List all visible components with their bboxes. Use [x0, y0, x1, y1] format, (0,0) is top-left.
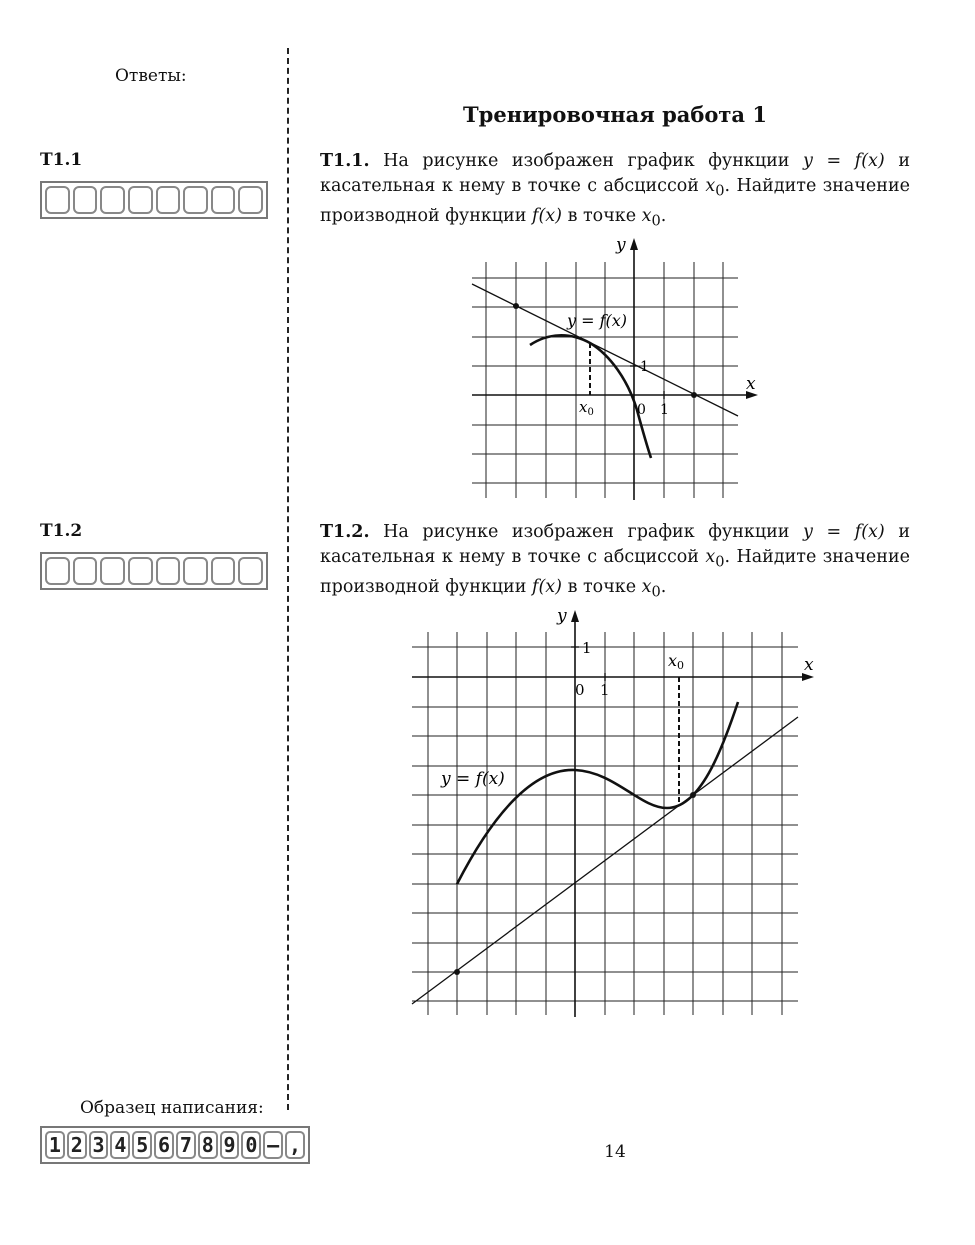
origin-label: 0 [575, 681, 585, 699]
answer-cell[interactable] [183, 186, 208, 214]
answer-field-t1-1[interactable] [40, 181, 268, 219]
answer-cell[interactable] [156, 186, 181, 214]
x0-label: x0 [668, 651, 685, 672]
problem-text: . [660, 576, 667, 597]
sample-digit: 1 [45, 1131, 65, 1159]
page-title: Тренировочная работа 1 [463, 102, 767, 127]
answer-field-t1-2[interactable] [40, 552, 268, 590]
sample-digit: 3 [89, 1131, 109, 1159]
sample-digit: 5 [132, 1131, 152, 1159]
answer-cell[interactable] [128, 557, 153, 585]
sample-dash: – [263, 1131, 283, 1159]
problem-text: в точке [567, 205, 637, 226]
problem-text: и касательная к нему в точке с абсциссой [320, 151, 910, 196]
problem-text: . Найдите значение производной функции [320, 547, 910, 597]
problem-fx: f(x) [531, 205, 562, 226]
problem-function: y = f(x) [803, 522, 885, 542]
x-axis-label: x [804, 655, 814, 675]
problem-text: На рисунке изображен график функции [383, 522, 790, 542]
problem-text: . Найдите значение производной функции [320, 176, 910, 226]
tangent-point [513, 303, 519, 309]
tangent-point [690, 792, 696, 798]
sample-digit: 4 [110, 1131, 130, 1159]
answer-cell[interactable] [100, 186, 125, 214]
axes [412, 610, 814, 1017]
answer-cell[interactable] [211, 557, 236, 585]
one-y-label: 1 [582, 639, 592, 657]
tangent-point [454, 969, 460, 975]
problem-text: . [660, 205, 667, 226]
problem-function: y = f(x) [803, 151, 885, 171]
y-axis-label: y [616, 235, 626, 255]
function-curve [457, 702, 738, 884]
graph-t1-2 [405, 600, 825, 1020]
x0-subscript: 0 [715, 182, 725, 200]
answer-label-t1-1: Т1.1 [40, 150, 83, 170]
sample-digit: 9 [220, 1131, 240, 1159]
x-axis-label: x [746, 374, 756, 394]
sample-comma: , [285, 1131, 305, 1159]
one-x-label: 1 [600, 681, 610, 699]
sample-writing-box [40, 1126, 310, 1164]
x0-subscript: 0 [651, 583, 661, 600]
answer-cell[interactable] [100, 557, 125, 585]
sample-digit: 2 [67, 1131, 87, 1159]
x0-subscript: 0 [651, 212, 661, 229]
function-label: y = f(x) [441, 769, 505, 789]
problem-fx: f(x) [531, 576, 562, 597]
problem-number: Т1.1. [320, 151, 370, 171]
problem-text: в точке [567, 576, 637, 597]
x0-symbol: x [641, 576, 652, 597]
answer-cell[interactable] [238, 557, 263, 585]
answer-cell[interactable] [156, 557, 181, 585]
problem-t1-1 [320, 149, 910, 233]
x0-symbol: x [705, 547, 716, 567]
answer-cell[interactable] [128, 186, 153, 214]
answer-cell[interactable] [73, 186, 98, 214]
function-label: y = f(x) [567, 311, 628, 330]
one-x-label: 1 [660, 402, 669, 418]
answer-cell[interactable] [183, 557, 208, 585]
answer-cell[interactable] [238, 186, 263, 214]
problem-text: и касательная к нему в точке с абсциссой [320, 522, 910, 567]
answers-label: Ответы: [115, 66, 187, 86]
problem-text: На рисунке изображен график функции [383, 151, 790, 171]
axes [472, 238, 758, 500]
origin-label: 0 [637, 402, 646, 418]
answer-cell[interactable] [45, 557, 70, 585]
sample-digit: 0 [241, 1131, 261, 1159]
problem-number: Т1.2. [320, 522, 370, 542]
one-y-label: 1 [640, 359, 649, 375]
sample-digit: 8 [198, 1131, 218, 1159]
graph-t1-1 [468, 232, 760, 500]
answer-cell[interactable] [211, 186, 236, 214]
page-number: 14 [604, 1142, 626, 1162]
answer-cell[interactable] [45, 186, 70, 214]
grid [472, 262, 738, 498]
problem-t1-2 [320, 520, 910, 604]
sample-digit: 6 [154, 1131, 174, 1159]
x0-subscript: 0 [715, 553, 725, 571]
x0-label: $x_0$ [579, 398, 594, 418]
sample-digit: 7 [176, 1131, 196, 1159]
x0-symbol: x [705, 176, 716, 196]
x0-symbol: x [641, 205, 652, 226]
y-axis-label: y [557, 606, 567, 626]
dashed-divider [287, 48, 289, 1110]
answer-label-t1-2: Т1.2 [40, 521, 83, 541]
tangent-point [691, 392, 697, 398]
sample-writing-label: Образец написания: [80, 1098, 264, 1118]
answer-cell[interactable] [73, 557, 98, 585]
